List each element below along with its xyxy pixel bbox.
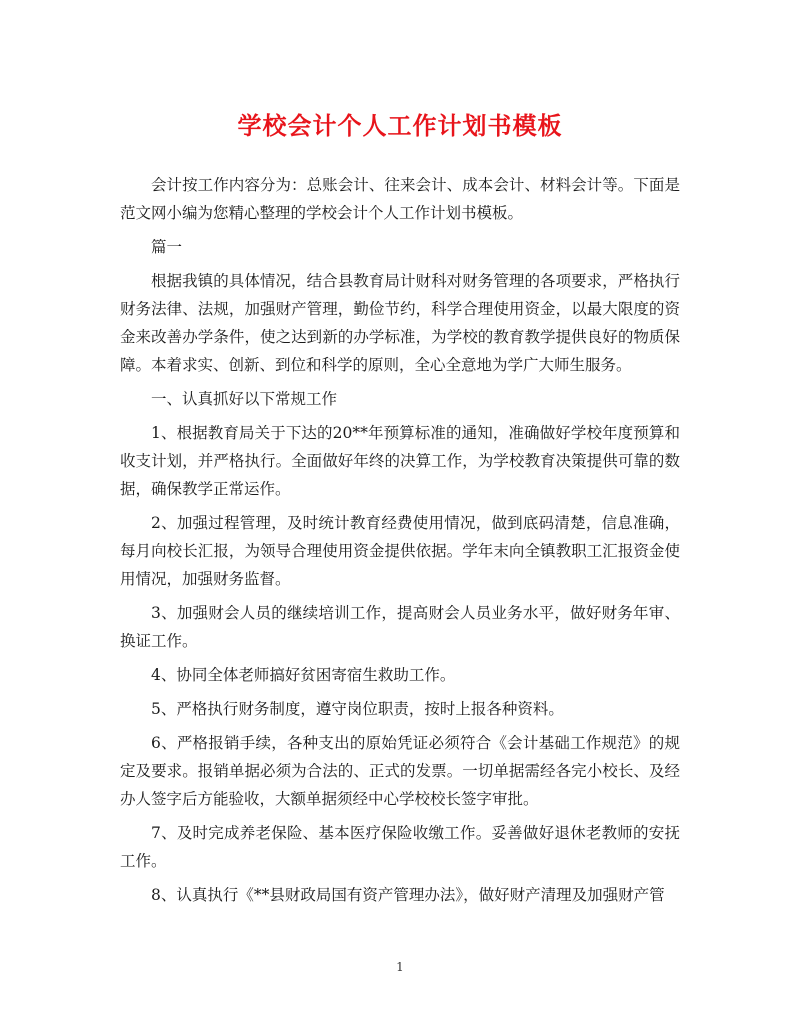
list-item-2: 2、加强过程管理，及时统计教育经费使用情况，做到底码清楚，信息准确，每月向校长汇报，为领导合理使用资金提供依据。学年末向全镇教职工汇报资金使用情况，加强财务监督。 (120, 514, 680, 588)
list-item-1: 1、根据教育局关于下达的20**年预算标准的通知，准确做好学校年度预算和收支计划，并严格执行。全面做好年终的决算工作，为学校教育决策提供可靠的数据，确保教学正常运作。 (120, 424, 680, 498)
list-item-5: 5、严格执行财务制度，遵守岗位职责，按时上报各种资料。 (151, 700, 564, 718)
section-heading-part-one: 篇一 (151, 238, 183, 256)
list-item-8: 8、认真执行《**县财政局国有资产管理办法》，做好财产清理及加强财产管 (151, 886, 665, 904)
list-item-7: 7、及时完成养老保险、基本医疗保险收缴工作。妥善做好退休老教师的安抚工作。 (120, 824, 680, 870)
list-item-3: 3、加强财会人员的继续培训工作，提高财会人员业务水平，做好财务年审、换证工作。 (120, 604, 680, 650)
list-item-4: 4、协同全体老师搞好贫困寄宿生救助工作。 (151, 666, 456, 684)
page-number: 1 (396, 960, 404, 974)
document-body (120, 171, 680, 915)
list-item-6: 6、严格报销手续，各种支出的原始凭证必须符合《会计基础工作规范》的规定及要求。报销单据必须为合法的、正式的发票。一切单据需经各完小校长、及经办人签字后方能验收，大额单据须经中心学校校长签字审批。 (120, 734, 680, 808)
document-title: 学校会计个人工作计划书模板 (237, 111, 563, 140)
intro-paragraph: 会计按工作内容分为：总账会计、往来会计、成本会计、材料会计等。下面是范文网小编为您精心整理的学校会计个人工作计划书模板。 (120, 176, 680, 222)
section-heading-routine-work: 一、认真抓好以下常规工作 (151, 390, 338, 408)
background-paragraph: 根据我镇的具体情况，结合县教育局计财科对财务管理的各项要求，严格执行财务法律、法规，加强财产管理，勤俭节约，科学合理使用资金，以最大限度的资金来改善办学条件，使之达到新的办学标准，为学校的教育教学提供良好的物质保障。本着求实、创新、到位和科学的原则，全心全意地为学广大师生服务。 (120, 272, 680, 374)
